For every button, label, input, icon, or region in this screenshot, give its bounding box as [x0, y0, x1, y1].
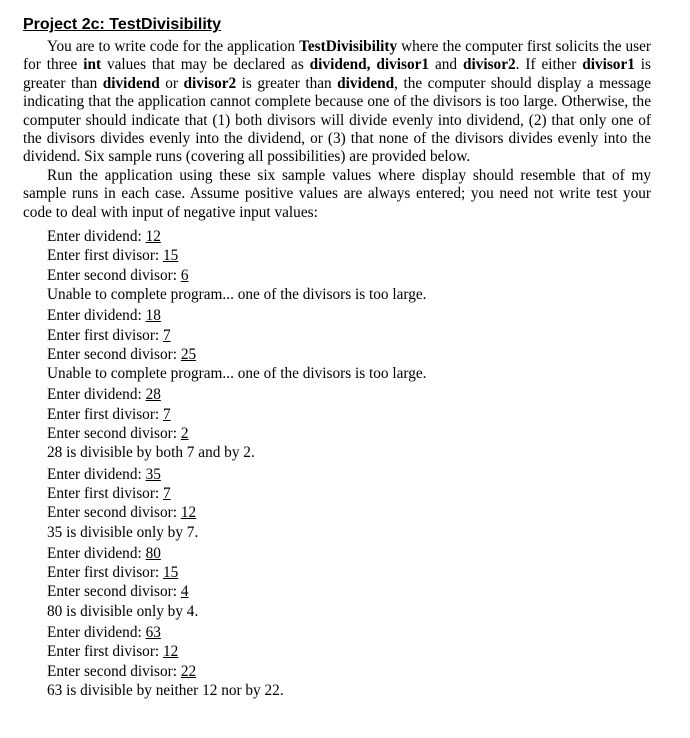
- first-divisor-prompt: Enter first divisor:: [47, 564, 163, 582]
- first-divisor-value: 12: [162, 643, 179, 661]
- first-divisor-value: 15: [162, 247, 179, 265]
- intro-text: where the computer first solicits the user for three: [23, 38, 651, 74]
- first-divisor-value: 15: [162, 564, 179, 582]
- intro-text: values that may be declared as: [101, 56, 310, 74]
- dividend-value: 35: [145, 465, 161, 483]
- dividend-line: [47, 465, 651, 484]
- second-divisor-prompt: Enter second divisor:: [47, 504, 181, 522]
- first-divisor-line: [47, 484, 651, 503]
- sample-run-1: [47, 227, 651, 304]
- second-divisor-line: [47, 345, 651, 364]
- second-divisor-value: 6: [180, 266, 189, 284]
- dividend-value: 28: [145, 386, 161, 404]
- dividend-prompt: Enter dividend:: [47, 386, 146, 404]
- second-divisor-value: 2: [180, 425, 189, 443]
- dividend-value: 18: [145, 307, 161, 325]
- result-line: 35 is divisible only by 7.: [47, 523, 199, 541]
- bold-term: divisor1: [582, 56, 635, 74]
- dividend-prompt: Enter dividend:: [47, 544, 146, 562]
- first-divisor-prompt: Enter first divisor:: [47, 405, 163, 423]
- first-divisor-line: [47, 563, 651, 582]
- bold-term: dividend, divisor1: [309, 56, 430, 74]
- second-divisor-line: [47, 582, 651, 601]
- intro-text: is greater than: [23, 56, 651, 92]
- intro-paragraph: [23, 38, 651, 167]
- bold-term: dividend: [337, 74, 395, 92]
- first-divisor-value: 7: [162, 484, 171, 502]
- first-divisor-line: [47, 246, 651, 265]
- dividend-line: [47, 385, 651, 404]
- dividend-prompt: Enter dividend:: [47, 228, 146, 246]
- dividend-line: [47, 623, 651, 642]
- first-divisor-prompt: Enter first divisor:: [47, 326, 163, 344]
- first-divisor-line: [47, 642, 651, 661]
- sample-run-5: [47, 544, 651, 621]
- sample-run-4: [47, 465, 651, 542]
- intro-text: is greater than: [236, 74, 338, 92]
- intro-text: . If either: [515, 56, 583, 74]
- second-divisor-line: [47, 503, 651, 522]
- second-divisor-prompt: Enter second divisor:: [47, 662, 181, 680]
- first-divisor-line: [47, 326, 651, 345]
- document-title: Project 2c: TestDivisibility: [23, 16, 221, 33]
- result-line: 28 is divisible by both 7 and by 2.: [47, 444, 255, 462]
- result-line: 80 is divisible only by 4.: [47, 602, 199, 620]
- second-divisor-value: 25: [180, 345, 197, 363]
- result-line: Unable to complete program... one of the divisors is too large.: [47, 365, 427, 383]
- first-divisor-line: [47, 405, 651, 424]
- dividend-line: [47, 306, 651, 325]
- first-divisor-value: 7: [162, 405, 171, 423]
- document-page: [23, 14, 651, 702]
- second-divisor-line: [47, 424, 651, 443]
- dividend-prompt: Enter dividend:: [47, 307, 146, 325]
- dividend-line: [47, 544, 651, 563]
- second-divisor-line: [47, 662, 651, 681]
- first-divisor-prompt: Enter first divisor:: [47, 247, 163, 265]
- intro-text: , the computer should display a message indicating that the application cannot complete because one of the divisors is too large. Otherwise, the computer should indicate that (1) both divisors will divide evenly into dividend, (2) that only one of the divisors divides evenly into the dividend, or (3) that none of the divisors divides evenly into the dividend. Six sample runs (covering all possibilities) are provided below.: [23, 74, 651, 166]
- dividend-line: [47, 227, 651, 246]
- second-divisor-value: 12: [180, 504, 197, 522]
- result-line: 63 is divisible by neither 12 nor by 22.: [47, 681, 284, 699]
- bold-term: TestDivisibility: [299, 38, 398, 55]
- first-divisor-prompt: Enter first divisor:: [47, 484, 163, 502]
- dividend-value: 63: [145, 624, 161, 641]
- sample-run-6: [47, 623, 651, 700]
- instructions-paragraph: Run the application using these six sample values where display should resemble that of my sample runs in each case. Assume positive values are always entered; you need not write test your code to deal with input of negative input values:: [23, 166, 651, 221]
- sample-run-3: [47, 385, 651, 462]
- second-divisor-prompt: Enter second divisor:: [47, 345, 181, 363]
- second-divisor-value: 4: [180, 583, 189, 601]
- first-divisor-prompt: Enter first divisor:: [47, 643, 163, 661]
- second-divisor-prompt: Enter second divisor:: [47, 583, 181, 601]
- bold-term: divisor2: [183, 74, 237, 92]
- second-divisor-prompt: Enter second divisor:: [47, 266, 181, 284]
- dividend-prompt: Enter dividend:: [47, 624, 146, 641]
- bold-term: dividend: [102, 74, 160, 92]
- second-divisor-prompt: Enter second divisor:: [47, 425, 181, 443]
- second-divisor-value: 22: [180, 662, 197, 680]
- first-divisor-value: 7: [162, 326, 171, 344]
- result-line: Unable to complete program... one of the divisors is too large.: [47, 285, 427, 303]
- dividend-value: 80: [145, 544, 161, 562]
- sample-runs: [23, 227, 651, 700]
- intro-text: or: [159, 74, 184, 92]
- bold-term: int: [83, 56, 102, 74]
- sample-run-2: [47, 306, 651, 383]
- intro-text: and: [429, 56, 463, 74]
- bold-term: divisor2: [462, 56, 516, 74]
- second-divisor-line: [47, 266, 651, 285]
- dividend-value: 12: [145, 228, 161, 246]
- intro-text: You are to write code for the application: [47, 38, 300, 55]
- dividend-prompt: Enter dividend:: [47, 465, 146, 483]
